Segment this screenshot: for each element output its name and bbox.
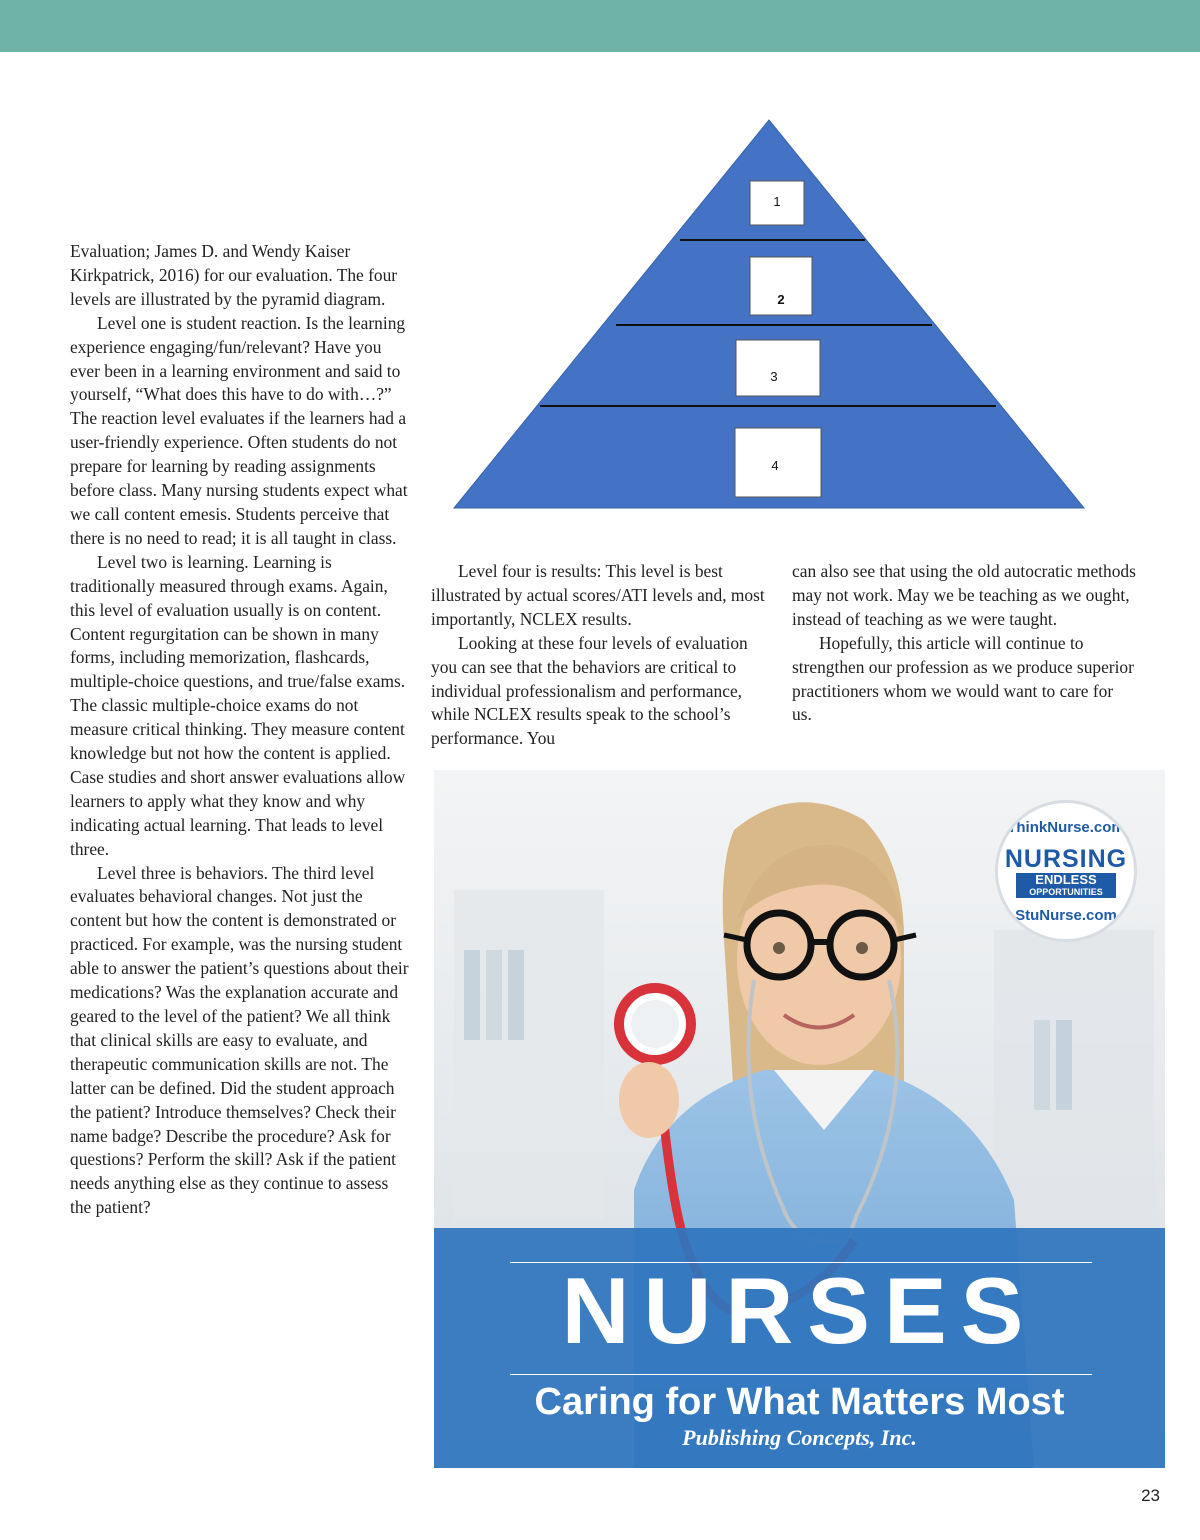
pyramid-label-1: 1: [773, 194, 781, 209]
badge-line-1: ENDLESS: [1016, 873, 1116, 887]
paragraph-level-three: Level three is behaviors. The third level evaluates behavioral changes. Not just the content but how the content is demonstrated or practiced. For example, was the nursing student able to answer the patient’s questions about their medications? Was the explanation accurate and geared to the level of the patient? We all think that clinical skills are easy to evaluate, and therapeutic communication skills are not. The latter can be defined. Did the student approach the patient? Introduce themselves? Check their name badge? Describe the procedure? Ask for questions? Perform the skill? Ask if the patient needs anything else as they continue to assess the patient?: [70, 862, 409, 1218]
badge-line-2: OPPORTUNITIES: [1016, 887, 1116, 898]
paragraph-intro: Evaluation; James D. and Wendy Kaiser Kirkpatrick, 2016) for our evaluation. The four levels are illustrated by the pyramid diagram.: [70, 241, 398, 309]
ad-tagline: Caring for What Matters Most: [534, 1381, 1065, 1423]
article-column-left: [70, 240, 412, 1220]
top-color-band: [0, 0, 1200, 52]
page-number: 23: [1141, 1486, 1160, 1505]
badge-bottom-text: StuNurse.com: [1015, 907, 1117, 924]
nurses-advertisement: [434, 770, 1165, 1468]
ad-publisher: Publishing Concepts, Inc.: [682, 1425, 917, 1450]
paragraph-continued: can also see that using the old autocratic methods may not work. May we be teaching as we ought, instead of teaching as we were taught.: [792, 561, 1136, 629]
paragraph-four-levels: Looking at these four levels of evaluation you can see that the behaviors are critical to individual professionalism and performance, while NCLEX results speak to the school’s performance. You: [431, 632, 748, 749]
badge-top-text: ThinkNurse.com: [1007, 819, 1125, 836]
evaluation-pyramid-diagram: [452, 118, 1086, 514]
article-column-right: [792, 560, 1137, 727]
ad-rule-bottom: [510, 1374, 1092, 1375]
paragraph-level-two: Level two is learning. Learning is traditionally measured through exams. Again, this level of evaluation usually is on content. Content regurgitation can be shown in many forms, including memorization, flashcards, multiple-choice questions, and true/false exams. The classic multiple-choice exams do not measure critical thinking. They measure content knowledge but not how the content is applied. Case studies and short answer evaluations allow learners to apply what they know and why indicating actual learning. That leads to level three.: [70, 551, 406, 859]
paragraph-level-four: Level four is results: This level is best illustrated by actual scores/ATI levels and, most importantly, NCLEX results.: [431, 561, 765, 629]
article-column-middle: [431, 560, 776, 751]
paragraph-closing: Hopefully, this article will continue to strengthen our profession as we produce superior practitioners whom we would want to care for us.: [792, 632, 1134, 725]
ad-title: NURSES: [561, 1258, 1038, 1363]
pyramid-box-3: [736, 340, 820, 396]
badge-main-text: NURSING: [1004, 845, 1128, 873]
pyramid-label-2: 2: [777, 292, 785, 307]
pyramid-label-4: 4: [771, 458, 779, 473]
paragraph-level-one: Level one is student reaction. Is the learning experience engaging/fun/relevant? Have you ever been in a learning environment and said to yourself, “What does this have to do with…?” The reaction level evaluates if the learners had a user-friendly experience. Often students do not prepare for learning by reading assignments before class. Many nursing students expect what we call content emesis. Students perceive that there is no need to read; it is all taught in class.: [70, 312, 408, 548]
thinknurse-badge: [995, 800, 1137, 942]
pyramid-label-3: 3: [770, 369, 778, 384]
